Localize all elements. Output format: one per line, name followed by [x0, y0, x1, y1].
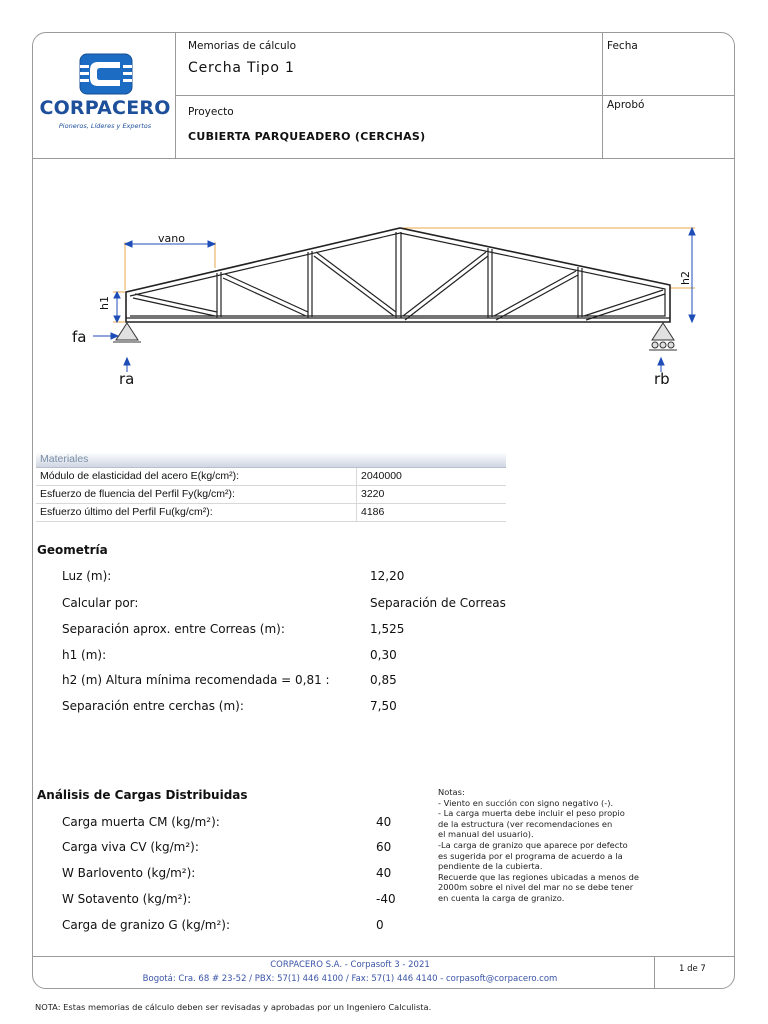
material-label: Esfuerzo último del Perfil Fu(kg/cm²): — [36, 504, 357, 521]
label-fa: fa — [72, 328, 87, 346]
load-label: Carga de granizo G (kg/m²): — [62, 918, 230, 932]
geometry-label: h1 (m): — [62, 648, 107, 662]
page-number: 1 de 7 — [679, 964, 706, 974]
project-name: CUBIERTA PARQUEADERO (CERCHAS) — [188, 130, 426, 143]
approved-label: Aprobó — [607, 99, 645, 111]
geometry-value: 7,50 — [370, 699, 397, 713]
geometry-label: h2 (m) Altura mínima recomendada = 0,81 : — [62, 673, 330, 687]
header-mid-divider — [175, 95, 735, 96]
label-ra: ra — [119, 370, 135, 388]
material-label: Módulo de elasticidad del acero E(kg/cm²): — [36, 468, 357, 485]
geometry-value: 0,30 — [370, 648, 397, 662]
load-label: W Sotavento (kg/m²): — [62, 892, 192, 906]
material-value: 2040000 — [361, 470, 402, 482]
footer-divider — [32, 956, 735, 957]
materials-title: Materiales — [36, 452, 506, 468]
support-a-icon — [113, 323, 141, 342]
load-value: 40 — [376, 866, 392, 880]
materials-table — [36, 452, 506, 522]
geometry-value: 1,525 — [370, 622, 405, 636]
material-label: Esfuerzo de fluencia del Perfil Fy(kg/cm²): — [36, 486, 357, 503]
geometry-title: Geometría — [37, 543, 108, 557]
header-bottom-divider — [32, 158, 735, 159]
table-row — [36, 468, 506, 486]
loads-title: Análisis de Cargas Distribuidas — [37, 788, 248, 802]
load-value: 60 — [376, 840, 392, 854]
geometry-label: Luz (m): — [62, 569, 112, 583]
load-value: 0 — [376, 918, 384, 932]
doc-type-label: Memorias de cálculo — [188, 40, 297, 52]
logo-tagline: Pioneros, Líderes y Expertos — [58, 122, 152, 130]
logo-mark-icon — [36, 48, 174, 98]
load-value: -40 — [376, 892, 396, 906]
load-notes: Notas: - Viento en succión con signo negativo (-). - La carga muerta debe incluir el peso propio de la estructura (ver recomendaciones en el manual del usuario). -La carga de granizo que aparece por defecto es sugerida por el programa de acuerdo a la pendiente de la cubierta. Recuerde que las regiones ubicadas a menos de 2000m sobre el nivel del mar no se debe tener en cuenta la carga de granizo. — [438, 787, 639, 903]
geometry-label: Calcular por: — [62, 596, 139, 610]
material-value: 4186 — [361, 506, 385, 518]
label-h2: h2 — [679, 271, 692, 285]
geometry-value: 0,85 — [370, 673, 397, 687]
label-h1: h1 — [98, 296, 111, 310]
load-value: 40 — [376, 815, 392, 829]
load-label: W Barlovento (kg/m²): — [62, 866, 196, 880]
support-b-icon — [649, 323, 677, 350]
geometry-label: Separación aprox. entre Correas (m): — [62, 622, 285, 636]
date-label: Fecha — [607, 40, 638, 52]
table-row — [36, 486, 506, 504]
footer-company: CORPACERO S.A. - Corpasoft 3 - 2021 — [270, 960, 430, 970]
corpacero-logo — [36, 48, 174, 148]
footer-contact: Bogotá: Cra. 68 # 23-52 / PBX: 57(1) 446 4100 / Fax: 57(1) 446 4140 - corpasoft@corpacero.com — [142, 974, 558, 984]
geometry-value: Separación de Correas — [370, 596, 506, 610]
material-value: 3220 — [361, 488, 385, 500]
table-row — [36, 504, 506, 522]
load-label: Carga muerta CM (kg/m²): — [62, 815, 220, 829]
project-label: Proyecto — [188, 106, 234, 118]
geometry-value: 12,20 — [370, 569, 405, 583]
footer-note: NOTA: Estas memorias de cálculo deben ser revisadas y aprobadas por un Ingeniero Calculista. — [35, 1002, 432, 1012]
geometry-label: Separación entre cerchas (m): — [62, 699, 244, 713]
load-label: Carga viva CV (kg/m²): — [62, 840, 199, 854]
doc-title: Cercha Tipo 1 — [188, 60, 295, 76]
truss-diagram — [0, 170, 768, 410]
logo-wordmark: CORPACERO — [39, 97, 171, 119]
label-vano: vano — [158, 232, 185, 245]
label-rb: rb — [654, 370, 670, 388]
